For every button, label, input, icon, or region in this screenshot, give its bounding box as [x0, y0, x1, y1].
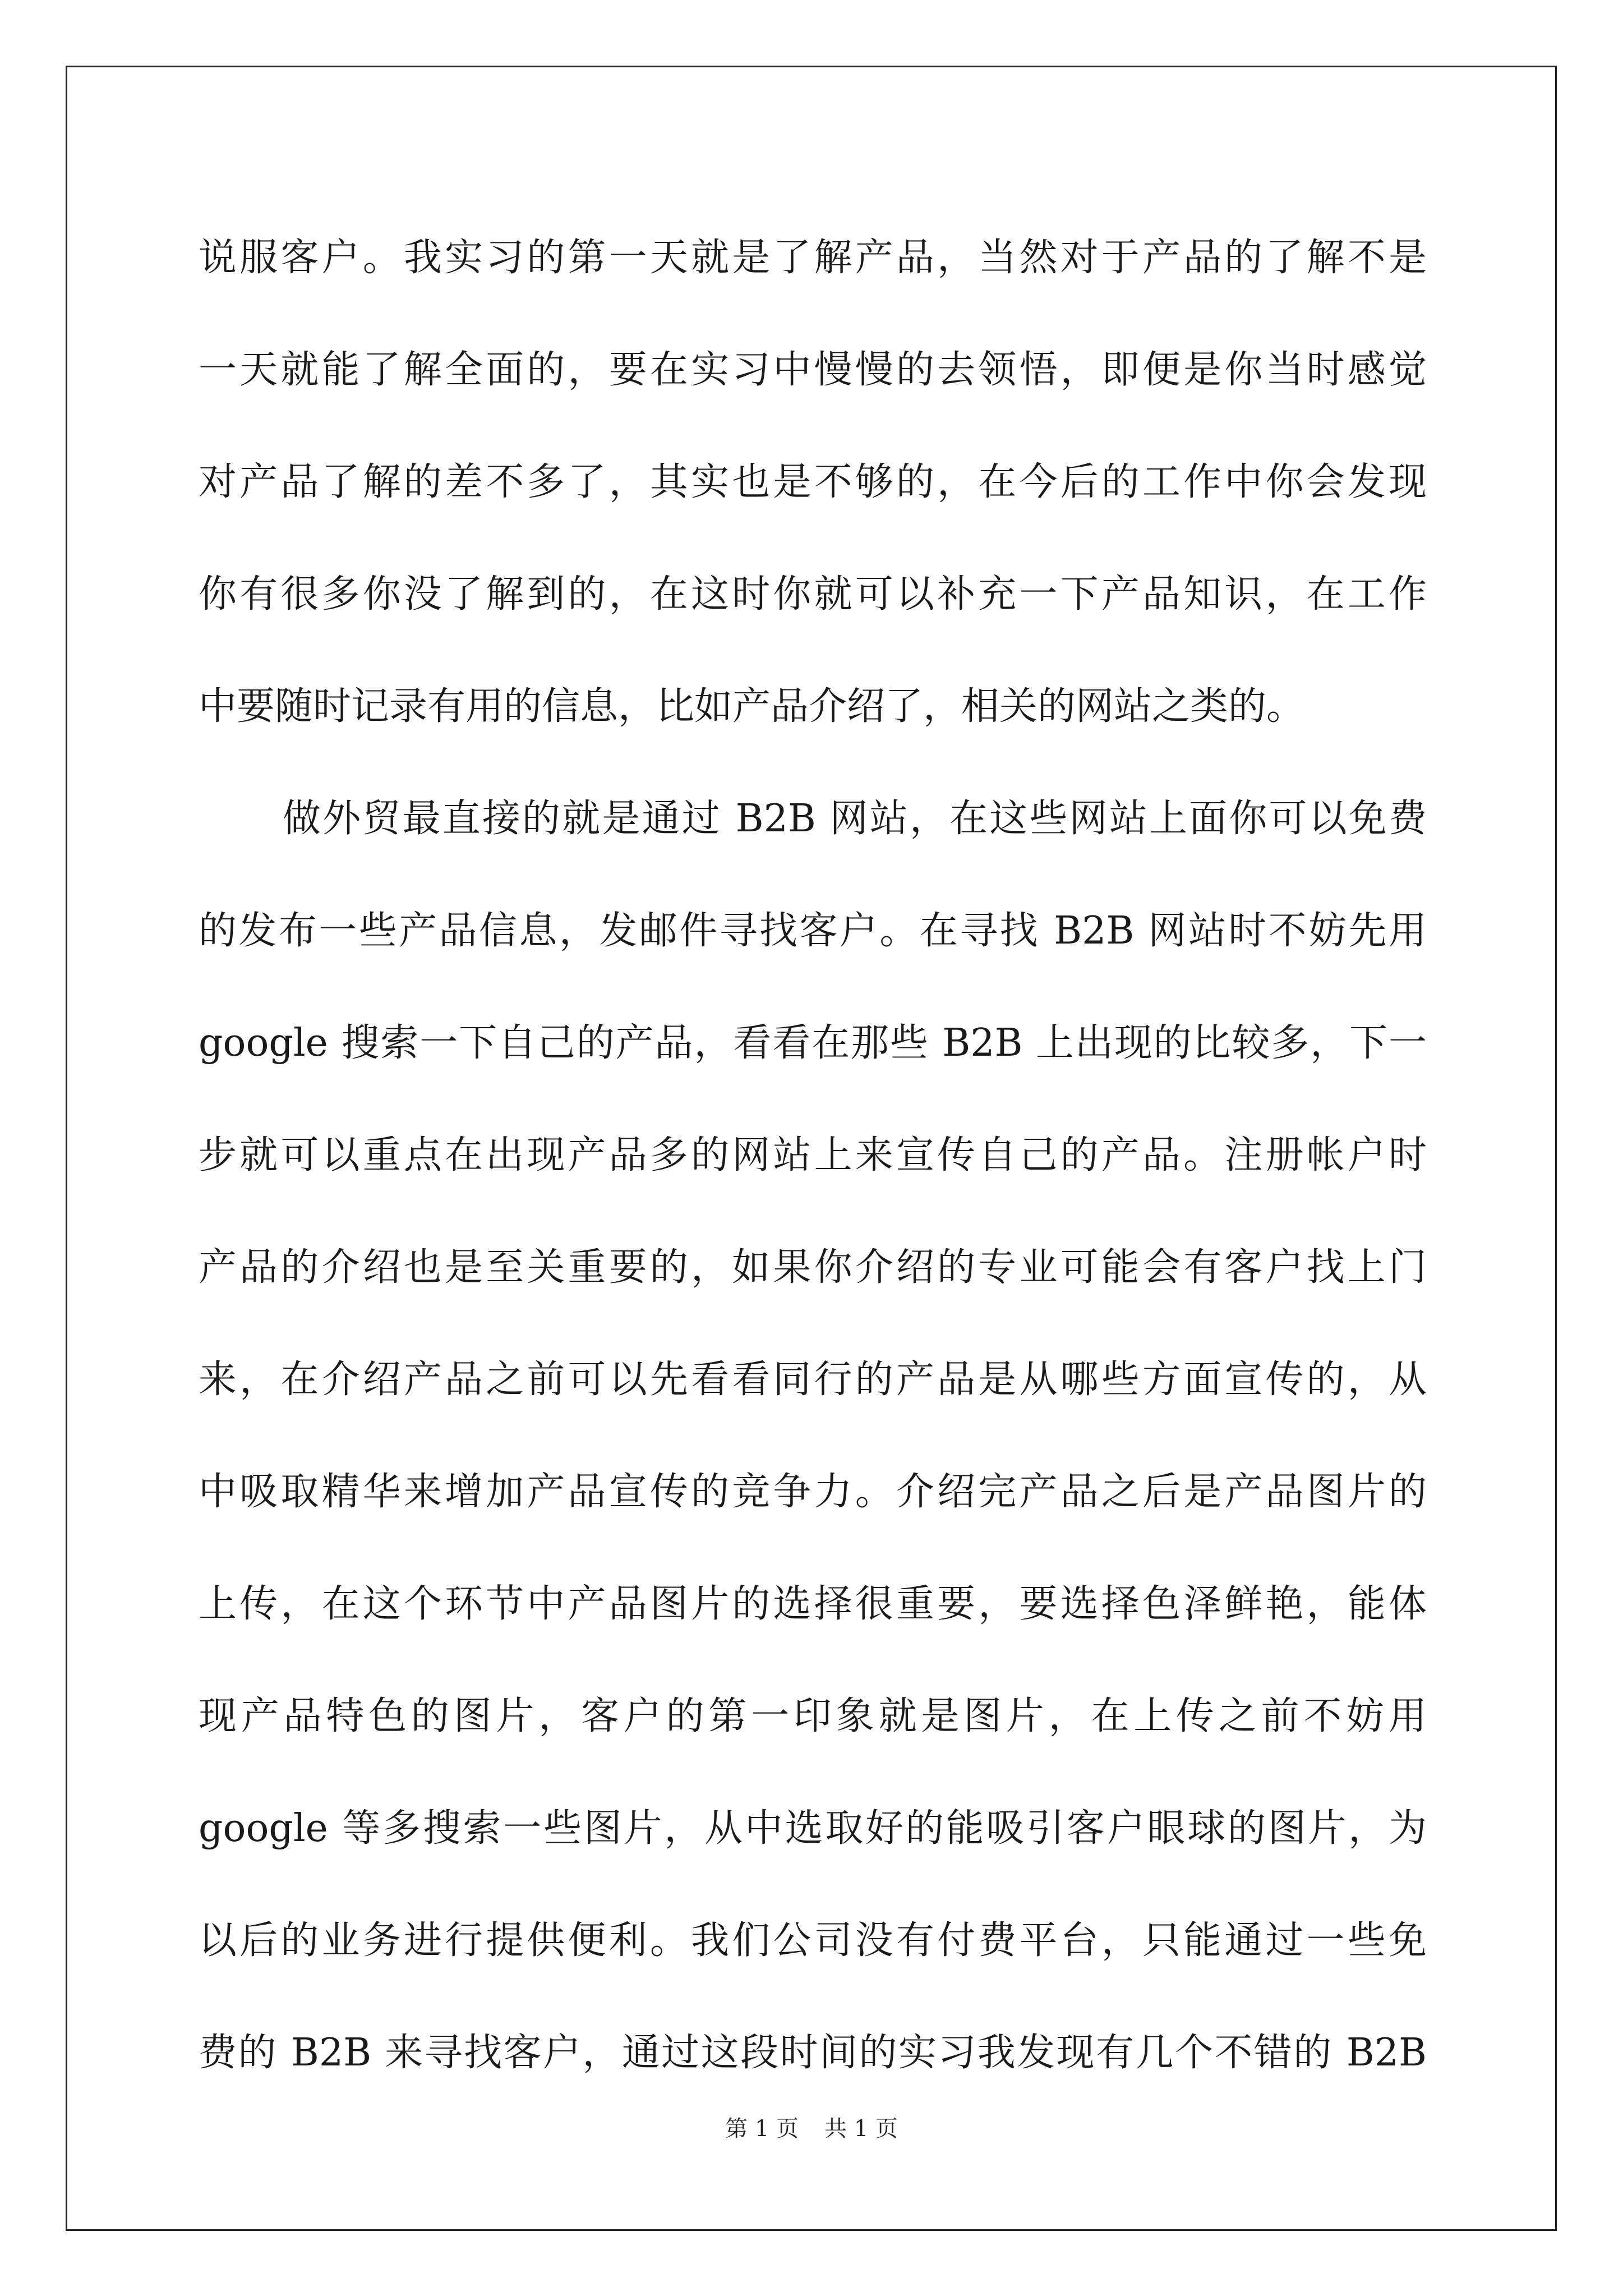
text-line: 以后的业务进行提供便利。我们公司没有付费平台，只能通过一些免	[199, 1918, 1427, 1963]
page-footer	[0, 2115, 1623, 2143]
page-total: 共 1 页	[824, 2116, 898, 2142]
text-line: 你有很多你没了解到的，在这时你就可以补充一下产品知识，在工作	[199, 572, 1427, 616]
text-line: 产品的介绍也是至关重要的，如果你介绍的专业可能会有客户找上门	[199, 1245, 1427, 1290]
text-line: 中要随时记录有用的信息，比如产品介绍了，相关的网站之类的。	[199, 684, 1305, 729]
text-line: 费的 B2B 来寻找客户，通过这段时间的实习我发现有几个不错的 B2B	[199, 2031, 1427, 2075]
text-line: 中吸取精华来增加产品宣传的竞争力。介绍完产品之后是产品图片的	[199, 1470, 1427, 1514]
text-line: 步就可以重点在出现产品多的网站上来宣传自己的产品。注册帐户时	[199, 1133, 1427, 1177]
text-line: 一天就能了解全面的，要在实习中慢慢的去领悟，即便是你当时感觉	[199, 348, 1427, 392]
text-line: 做外贸最直接的就是通过 B2B 网站，在这些网站上面你可以免费	[283, 797, 1427, 841]
page-number: 第 1 页	[725, 2116, 799, 2142]
text-line: 的发布一些产品信息，发邮件寻找客户。在寻找 B2B 网站时不妨先用	[199, 909, 1427, 953]
text-line: 来，在介绍产品之前可以先看看同行的产品是从哪些方面宣传的，从	[199, 1358, 1427, 1402]
text-line: 上传，在这个环节中产品图片的选择很重要，要选择色泽鲜艳，能体	[199, 1582, 1427, 1626]
text-line: 对产品了解的差不多了，其实也是不够的，在今后的工作中你会发现	[199, 460, 1427, 504]
text-line: google 搜索一下自己的产品，看看在那些 B2B 上出现的比较多，下一	[199, 1021, 1427, 1065]
text-line: 现产品特色的图片，客户的第一印象就是图片，在上传之前不妨用	[199, 1694, 1427, 1738]
document-body	[199, 202, 1427, 2109]
text-line: google 等多搜索一些图片，从中选取好的能吸引客户眼球的图片，为	[199, 1806, 1427, 1851]
text-line: 说服客户。我实习的第一天就是了解产品，当然对于产品的了解不是	[199, 236, 1427, 280]
